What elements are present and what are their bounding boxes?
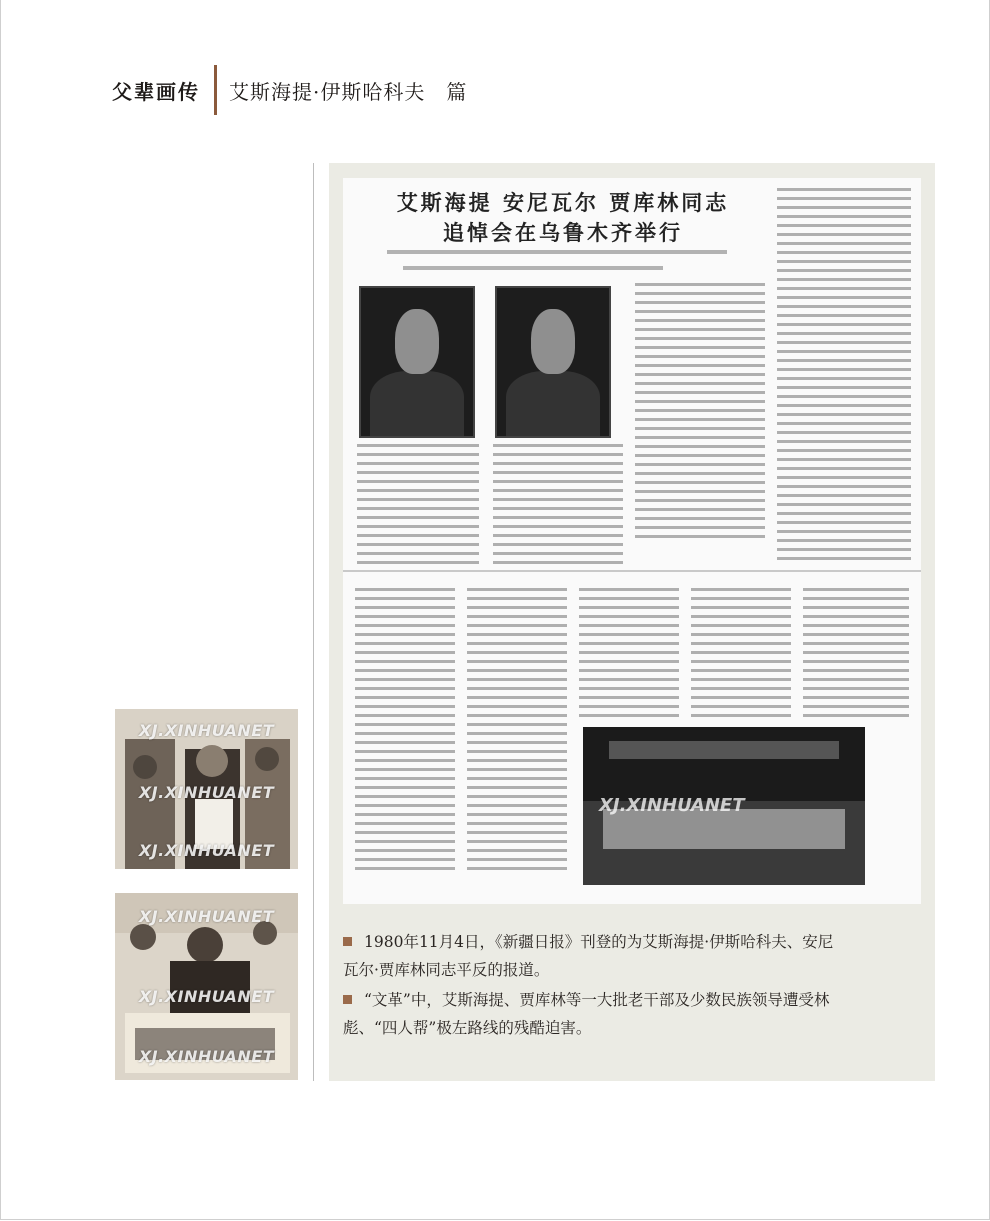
historical-photo-2 [115, 893, 298, 1080]
headline-line-1: 艾斯海提 安尼瓦尔 贾库林同志 [396, 191, 730, 215]
article-column [635, 283, 765, 544]
headline-line-2: 追悼会在乌鲁木齐举行 [443, 221, 683, 245]
headline-subline [403, 266, 663, 270]
caption-text: “文革”中，艾斯海提、贾库林等一大批老干部及少数民族领导遭受林彪、“四人帮”极左路线的残酷迫害。 [343, 991, 830, 1037]
newspaper-headline [373, 188, 753, 248]
watermark: XJ.XINHUANET [138, 841, 275, 860]
chapter-title: 艾斯海提·伊斯哈科夫 篇 [229, 79, 468, 104]
portrait-photo-1 [359, 286, 475, 438]
portrait-photo-2 [495, 286, 611, 438]
article-column [691, 588, 791, 723]
watermark: XJ.XINHUANET [138, 721, 275, 740]
article-column [467, 588, 567, 876]
vertical-divider [313, 163, 314, 1081]
headline-subline [387, 250, 727, 254]
article-column [777, 188, 911, 566]
watermark: XJ.XINHUANET [138, 1047, 275, 1066]
article-column [355, 588, 455, 876]
caption-item [343, 928, 843, 984]
watermark: XJ.XINHUANET [138, 907, 275, 926]
book-series-title: 父辈画传 [112, 79, 200, 104]
page-header [112, 64, 467, 116]
caption-item [343, 986, 843, 1042]
photo-captions [343, 928, 843, 1044]
bullet-square-icon [343, 937, 352, 946]
watermark: XJ.XINHUANET [138, 987, 275, 1006]
watermark: XJ.XINHUANET [138, 783, 275, 802]
header-divider [214, 65, 217, 115]
watermark: XJ.XINHUANET [599, 795, 745, 816]
section-divider [343, 570, 921, 572]
article-column [357, 444, 479, 570]
historical-photo-1 [115, 709, 298, 869]
bullet-square-icon [343, 995, 352, 1004]
article-column [493, 444, 623, 570]
caption-text: 1980年11月4日，《新疆日报》刊登的为艾斯海提·伊斯哈科夫、安尼瓦尔·贾库林同志平反的报道。 [343, 933, 834, 979]
article-column [579, 588, 679, 723]
article-column [803, 588, 909, 723]
